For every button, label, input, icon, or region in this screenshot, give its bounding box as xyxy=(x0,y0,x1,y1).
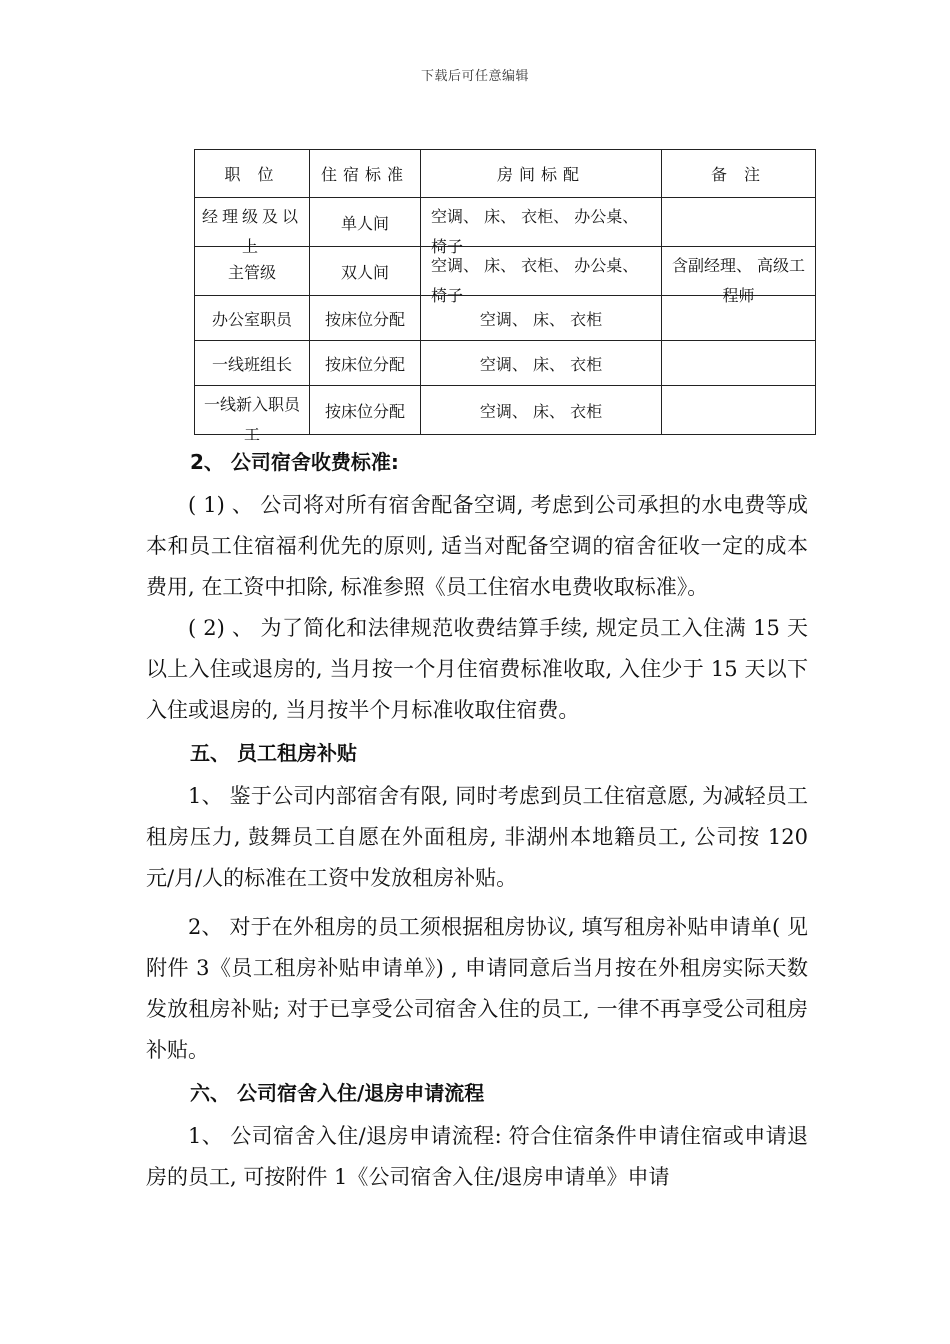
header-remarks: 备 注 xyxy=(662,150,816,198)
table-cell: 按床位分配 xyxy=(310,341,421,386)
cell-text: 空调、 床、 衣柜、 办公桌、 椅子 xyxy=(431,207,639,257)
table-row xyxy=(195,198,816,247)
paragraph: 2、 对于在外租房的员工须根据租房协议, 填写租房补贴申请单( 见附件 3《员工租房补贴申请单》) , 申请同意后当月按在外租房实际天数发放租房补贴; 对于已享受公司宿舍入住的员工, 一律不再享受公司租房补贴。 xyxy=(146,915,808,1062)
table-cell xyxy=(421,247,662,306)
table-cell: 按床位分配 xyxy=(310,296,421,341)
cell-text: 含副经理、 高级工程师 xyxy=(671,256,806,306)
table-cell xyxy=(662,247,816,306)
section-6-heading: 六、 公司宿舍入住/退房申请流程 xyxy=(190,1081,485,1105)
download-watermark: 下载后可任意编辑 xyxy=(420,69,529,84)
paragraph: ( 2) 、 为了简化和法律规范收费结算手续, 规定员工入住满 15 天以上入住或退房的, 当月按一个月住宿费标准收取, 入住少于 15 天以下入住或退房的, 当月按半个月标准收取住宿费。 xyxy=(146,616,808,722)
table-cell xyxy=(195,386,310,445)
table-cell: 主管级 xyxy=(195,247,310,296)
table-cell xyxy=(662,341,816,386)
document-body xyxy=(146,440,808,1198)
header-standard: 住宿标准 xyxy=(310,150,421,198)
table-cell: 双人间 xyxy=(310,247,421,296)
cell-text: 经理级及以上 xyxy=(201,207,302,257)
header-position: 职 位 xyxy=(195,150,310,198)
table-row xyxy=(195,341,816,386)
table-cell xyxy=(195,198,310,257)
table-cell: 按床位分配 xyxy=(310,386,421,435)
header-room-config: 房间标配 xyxy=(421,150,662,198)
table-cell xyxy=(662,386,816,435)
table-cell: 一线班组长 xyxy=(195,341,310,386)
accommodation-standard-table xyxy=(194,149,816,445)
table-cell: 空调、 床、 衣柜 xyxy=(421,296,662,341)
table-cell: 单人间 xyxy=(310,198,421,247)
cell-text: 空调、 床、 衣柜、 办公桌、 椅子 xyxy=(431,256,639,306)
paragraph: 1、 公司宿舍入住/退房申请流程: 符合住宿条件申请住宿或申请退房的员工, 可按附件 1《公司宿舍入住/退房申请单》申请 xyxy=(146,1124,808,1189)
section-2-heading: 2、 公司宿舍收费标准: xyxy=(190,450,399,474)
table-cell xyxy=(662,198,816,247)
paragraph: ( 1) 、 公司将对所有宿舍配备空调, 考虑到公司承担的水电费等成本和员工住宿福利优先的原则, 适当对配备空调的宿舍征收一定的成本费用, 在工资中扣除, 标准参照《员工住宿水电费收取标准》。 xyxy=(146,493,808,599)
table-cell: 空调、 床、 衣柜 xyxy=(421,341,662,386)
table-header-row xyxy=(195,150,816,198)
table-row xyxy=(195,247,816,296)
table-cell xyxy=(421,198,662,257)
table-cell: 办公室职员 xyxy=(195,296,310,341)
table-row xyxy=(195,386,816,435)
paragraph: 1、 鉴于公司内部宿舍有限, 同时考虑到员工住宿意愿, 为减轻员工租房压力, 鼓舞员工自愿在外面租房, 非湖州本地籍员工, 公司按 120 元/月/人的标准在工资中发放租房补贴。 xyxy=(146,784,808,890)
cell-text: 一线新入职员工 xyxy=(203,395,300,445)
table-cell: 空调、 床、 衣柜 xyxy=(421,386,662,435)
section-5-heading: 五、 员工租房补贴 xyxy=(190,741,357,765)
